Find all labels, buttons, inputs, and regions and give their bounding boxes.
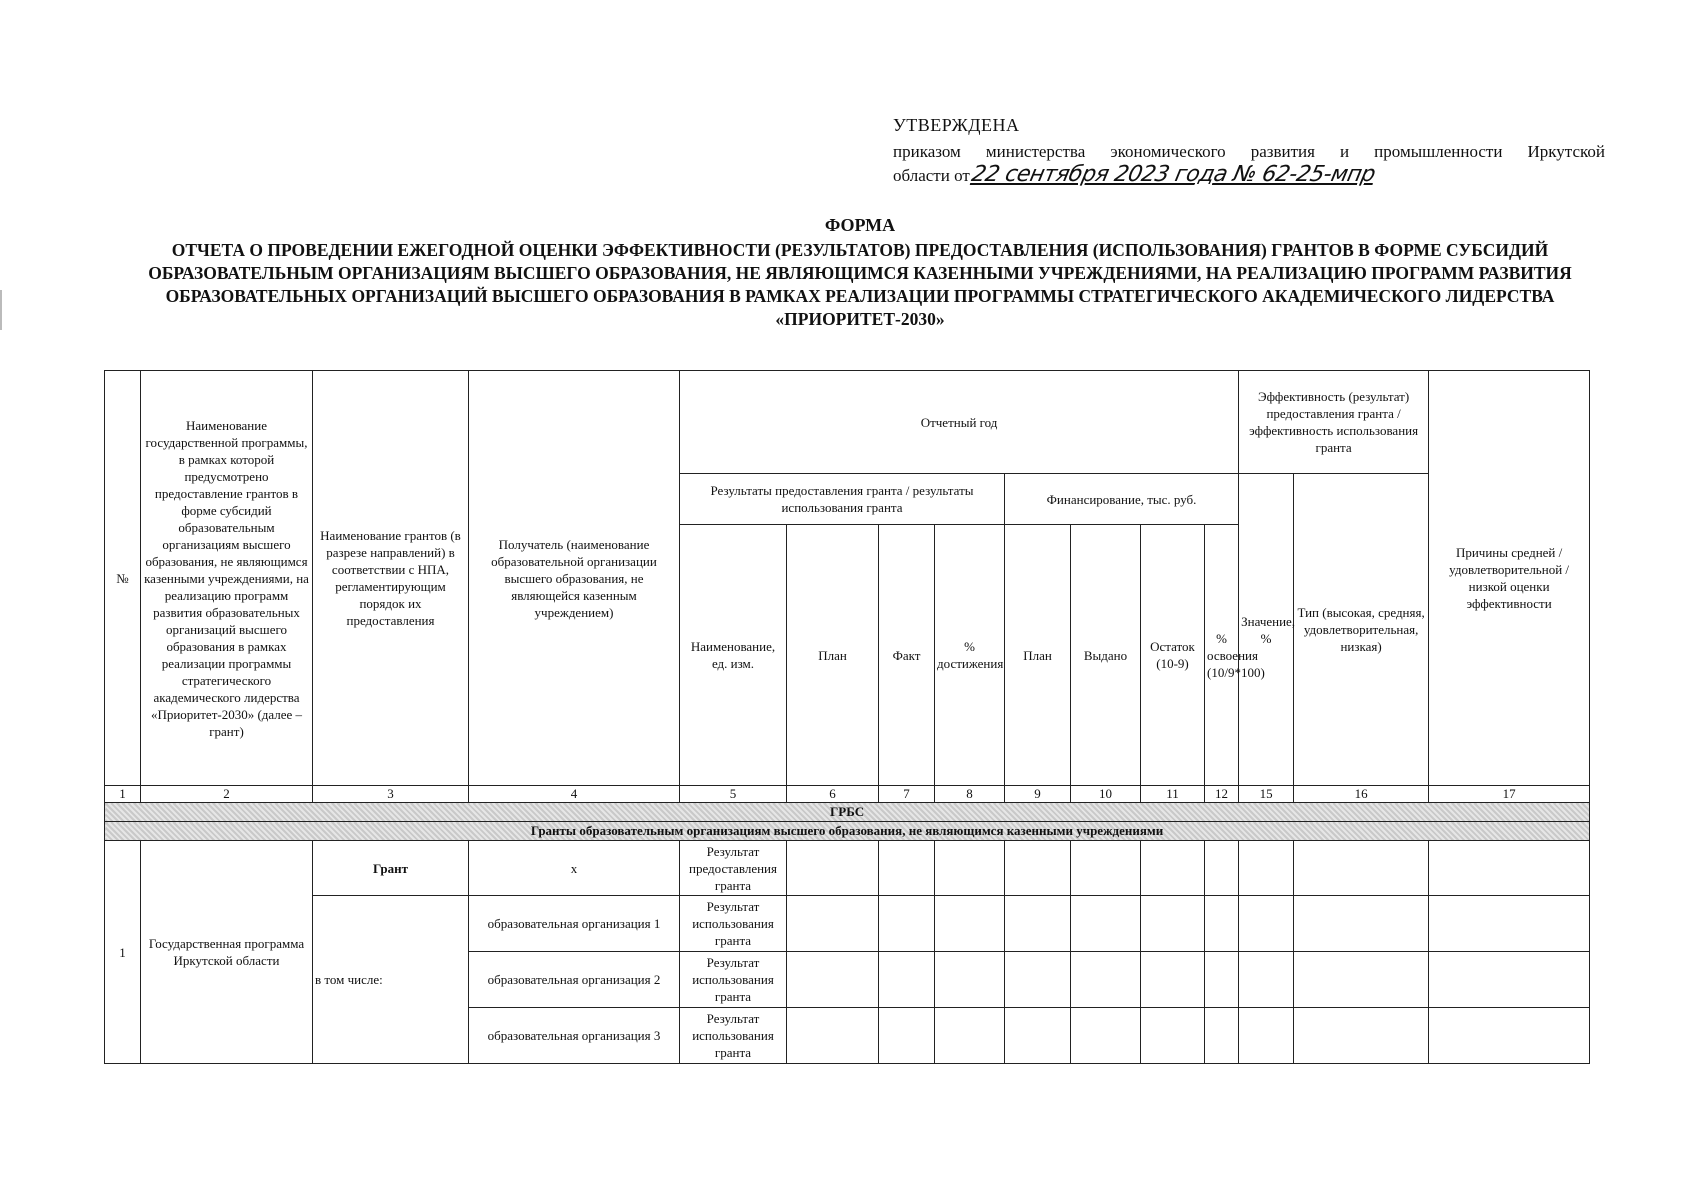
empty-cell bbox=[1205, 1008, 1239, 1064]
empty-cell bbox=[787, 841, 879, 896]
row-number: 1 bbox=[105, 841, 141, 1064]
header-reasons: Причины средней / удовлетворительной / низкой оценки эффективности bbox=[1429, 371, 1590, 786]
empty-cell bbox=[1294, 952, 1429, 1008]
empty-cell bbox=[1141, 841, 1205, 896]
empty-cell bbox=[787, 1008, 879, 1064]
empty-cell bbox=[1429, 952, 1590, 1008]
col-number: 4 bbox=[469, 786, 680, 803]
row-result-usage: Результат использования гранта bbox=[680, 896, 787, 952]
header-finance-plan: План bbox=[1005, 525, 1071, 786]
empty-cell bbox=[1005, 841, 1071, 896]
empty-cell bbox=[1071, 841, 1141, 896]
empty-cell bbox=[1294, 841, 1429, 896]
empty-cell bbox=[1239, 841, 1294, 896]
col-number: 2 bbox=[141, 786, 313, 803]
band-grbs-row bbox=[105, 803, 1590, 822]
col-number: 1 bbox=[105, 786, 141, 803]
header-grants: Наименование грантов (в разрезе направлений) в соответствии с НПА, регламентирующим порядок их предоставления bbox=[313, 371, 469, 786]
empty-cell bbox=[1294, 896, 1429, 952]
empty-cell bbox=[1429, 841, 1590, 896]
header-achievement-pct: % достижения bbox=[935, 525, 1005, 786]
header-type: Тип (высокая, средняя, удовлетворительная, низкая) bbox=[1294, 474, 1429, 786]
row-program-name: Государственная программа Иркутской области bbox=[141, 841, 313, 1064]
col-number: 7 bbox=[879, 786, 935, 803]
header-finance: Финансирование, тыс. руб. bbox=[1005, 474, 1239, 525]
empty-cell bbox=[879, 896, 935, 952]
col-number: 5 bbox=[680, 786, 787, 803]
handwritten-date-signature: 22 сентября 2023 года № 62-25-мпр bbox=[969, 162, 1378, 187]
empty-cell bbox=[1205, 841, 1239, 896]
empty-cell bbox=[1071, 896, 1141, 952]
header-program: Наименование государственной программы, в рамках которой предусмотрено предоставление грантов в форме субсидий образовательным организациям высшего образования, не являющимся казенными учреждениями, на реализацию программ развития образовательных организаций высшего образования в рамках реализации программы стратегического академического лидерства «Приоритет-2030» (далее – грант) bbox=[141, 371, 313, 786]
empty-cell bbox=[879, 952, 935, 1008]
header-recipient: Получатель (наименование образовательной организации высшего образования, не являющейся казенным учреждением) bbox=[469, 371, 680, 786]
col-number: 10 bbox=[1071, 786, 1141, 803]
document-title bbox=[110, 214, 1610, 331]
form-label: ФОРМА bbox=[824, 215, 896, 235]
empty-cell bbox=[935, 952, 1005, 1008]
row-result-provision: Результат предоставления гранта bbox=[680, 841, 787, 896]
table-row bbox=[105, 896, 1590, 952]
header-results: Результаты предоставления гранта / результаты использования гранта bbox=[680, 474, 1005, 525]
row-org-name: образовательная организация 1 bbox=[469, 896, 680, 952]
col-number: 17 bbox=[1429, 786, 1590, 803]
header-issued: Выдано bbox=[1071, 525, 1141, 786]
table-row bbox=[105, 841, 1590, 896]
col-number: 3 bbox=[313, 786, 469, 803]
col-number: 15 bbox=[1239, 786, 1294, 803]
empty-cell bbox=[1071, 952, 1141, 1008]
empty-cell bbox=[1071, 1008, 1141, 1064]
empty-cell bbox=[1141, 1008, 1205, 1064]
empty-cell bbox=[1205, 952, 1239, 1008]
empty-cell bbox=[1239, 952, 1294, 1008]
column-numbers-row bbox=[105, 786, 1590, 803]
band-grants-row bbox=[105, 822, 1590, 841]
row-grant-label: Грант bbox=[313, 841, 469, 896]
empty-cell bbox=[1141, 896, 1205, 952]
col-number: 9 bbox=[1005, 786, 1071, 803]
header-row-1 bbox=[105, 371, 1590, 474]
header-usage-pct: % освоения (10/9*100) bbox=[1205, 525, 1239, 786]
empty-cell bbox=[1005, 896, 1071, 952]
empty-cell bbox=[787, 896, 879, 952]
header-remainder: Остаток (10-9) bbox=[1141, 525, 1205, 786]
header-name-unit: Наименование, ед. изм. bbox=[680, 525, 787, 786]
empty-cell bbox=[935, 1008, 1005, 1064]
report-title: ОТЧЕТА О ПРОВЕДЕНИИ ЕЖЕГОДНОЙ ОЦЕНКИ ЭФФЕКТИВНОСТИ (РЕЗУЛЬТАТОВ) ПРЕДОСТАВЛЕНИЯ (ИСПОЛЬЗОВАНИЯ) ГРАНТОВ В ФОРМЕ СУБСИДИЙ ОБРАЗОВАТЕЛЬНЫМ ОРГАНИЗАЦИЯМ ВЫСШЕГО ОБРАЗОВАНИЯ, НЕ ЯВЛЯЮЩИМСЯ КАЗЕННЫМИ УЧРЕЖДЕНИЯМИ, НА РЕАЛИЗАЦИЮ ПРОГРАММ РАЗВИТИЯ ОБРАЗОВАТЕЛЬНЫХ ОРГАНИЗАЦИЙ ВЫСШЕГО ОБРАЗОВАНИЯ В РАМКАХ РЕАЛИЗАЦИИ ПРОГРАММЫ СТРАТЕГИЧЕСКОГО АКАДЕМИЧЕСКОГО ЛИДЕРСТВА «ПРИОРИТЕТ-2030» bbox=[148, 240, 1572, 329]
row-including-label: в том числе: bbox=[313, 896, 469, 1064]
header-plan: План bbox=[787, 525, 879, 786]
col-number: 16 bbox=[1294, 786, 1429, 803]
band-grbs: ГРБС bbox=[105, 803, 1590, 822]
empty-cell bbox=[1141, 952, 1205, 1008]
approval-date-prefix: области от bbox=[893, 166, 970, 185]
empty-cell bbox=[787, 952, 879, 1008]
col-number: 11 bbox=[1141, 786, 1205, 803]
header-reporting-year: Отчетный год bbox=[680, 371, 1239, 474]
col-number: 8 bbox=[935, 786, 1005, 803]
approval-date-line bbox=[893, 163, 1605, 187]
col-number: 12 bbox=[1205, 786, 1239, 803]
row-result-usage: Результат использования гранта bbox=[680, 952, 787, 1008]
empty-cell bbox=[1239, 896, 1294, 952]
row-org-name: образовательная организация 3 bbox=[469, 1008, 680, 1064]
empty-cell bbox=[935, 896, 1005, 952]
empty-cell bbox=[1005, 1008, 1071, 1064]
row-result-usage: Результат использования гранта bbox=[680, 1008, 787, 1064]
band-grants: Гранты образовательным организациям высшего образования, не являющимся казенными учреждениями bbox=[105, 822, 1590, 841]
empty-cell bbox=[1429, 896, 1590, 952]
scan-edge-mark bbox=[0, 290, 2, 330]
header-efficiency: Эффективность (результат) предоставления гранта / эффективность использования гранта bbox=[1239, 371, 1429, 474]
header-num: № bbox=[105, 371, 141, 786]
empty-cell bbox=[879, 1008, 935, 1064]
empty-cell bbox=[1205, 896, 1239, 952]
empty-cell bbox=[1294, 1008, 1429, 1064]
row-org-name: образовательная организация 2 bbox=[469, 952, 680, 1008]
empty-cell bbox=[1429, 1008, 1590, 1064]
report-table bbox=[104, 370, 1590, 1064]
approval-order-line: приказом министерства экономического развития и промышленности Иркутской bbox=[893, 142, 1605, 161]
row-x-mark: х bbox=[469, 841, 680, 896]
empty-cell bbox=[1239, 1008, 1294, 1064]
empty-cell bbox=[1005, 952, 1071, 1008]
empty-cell bbox=[879, 841, 935, 896]
header-value: Значение, % bbox=[1239, 474, 1294, 786]
empty-cell bbox=[935, 841, 1005, 896]
approval-block bbox=[893, 114, 1605, 187]
col-number: 6 bbox=[787, 786, 879, 803]
header-fact: Факт bbox=[879, 525, 935, 786]
approval-heading: УТВЕРЖДЕНА bbox=[893, 115, 1020, 135]
